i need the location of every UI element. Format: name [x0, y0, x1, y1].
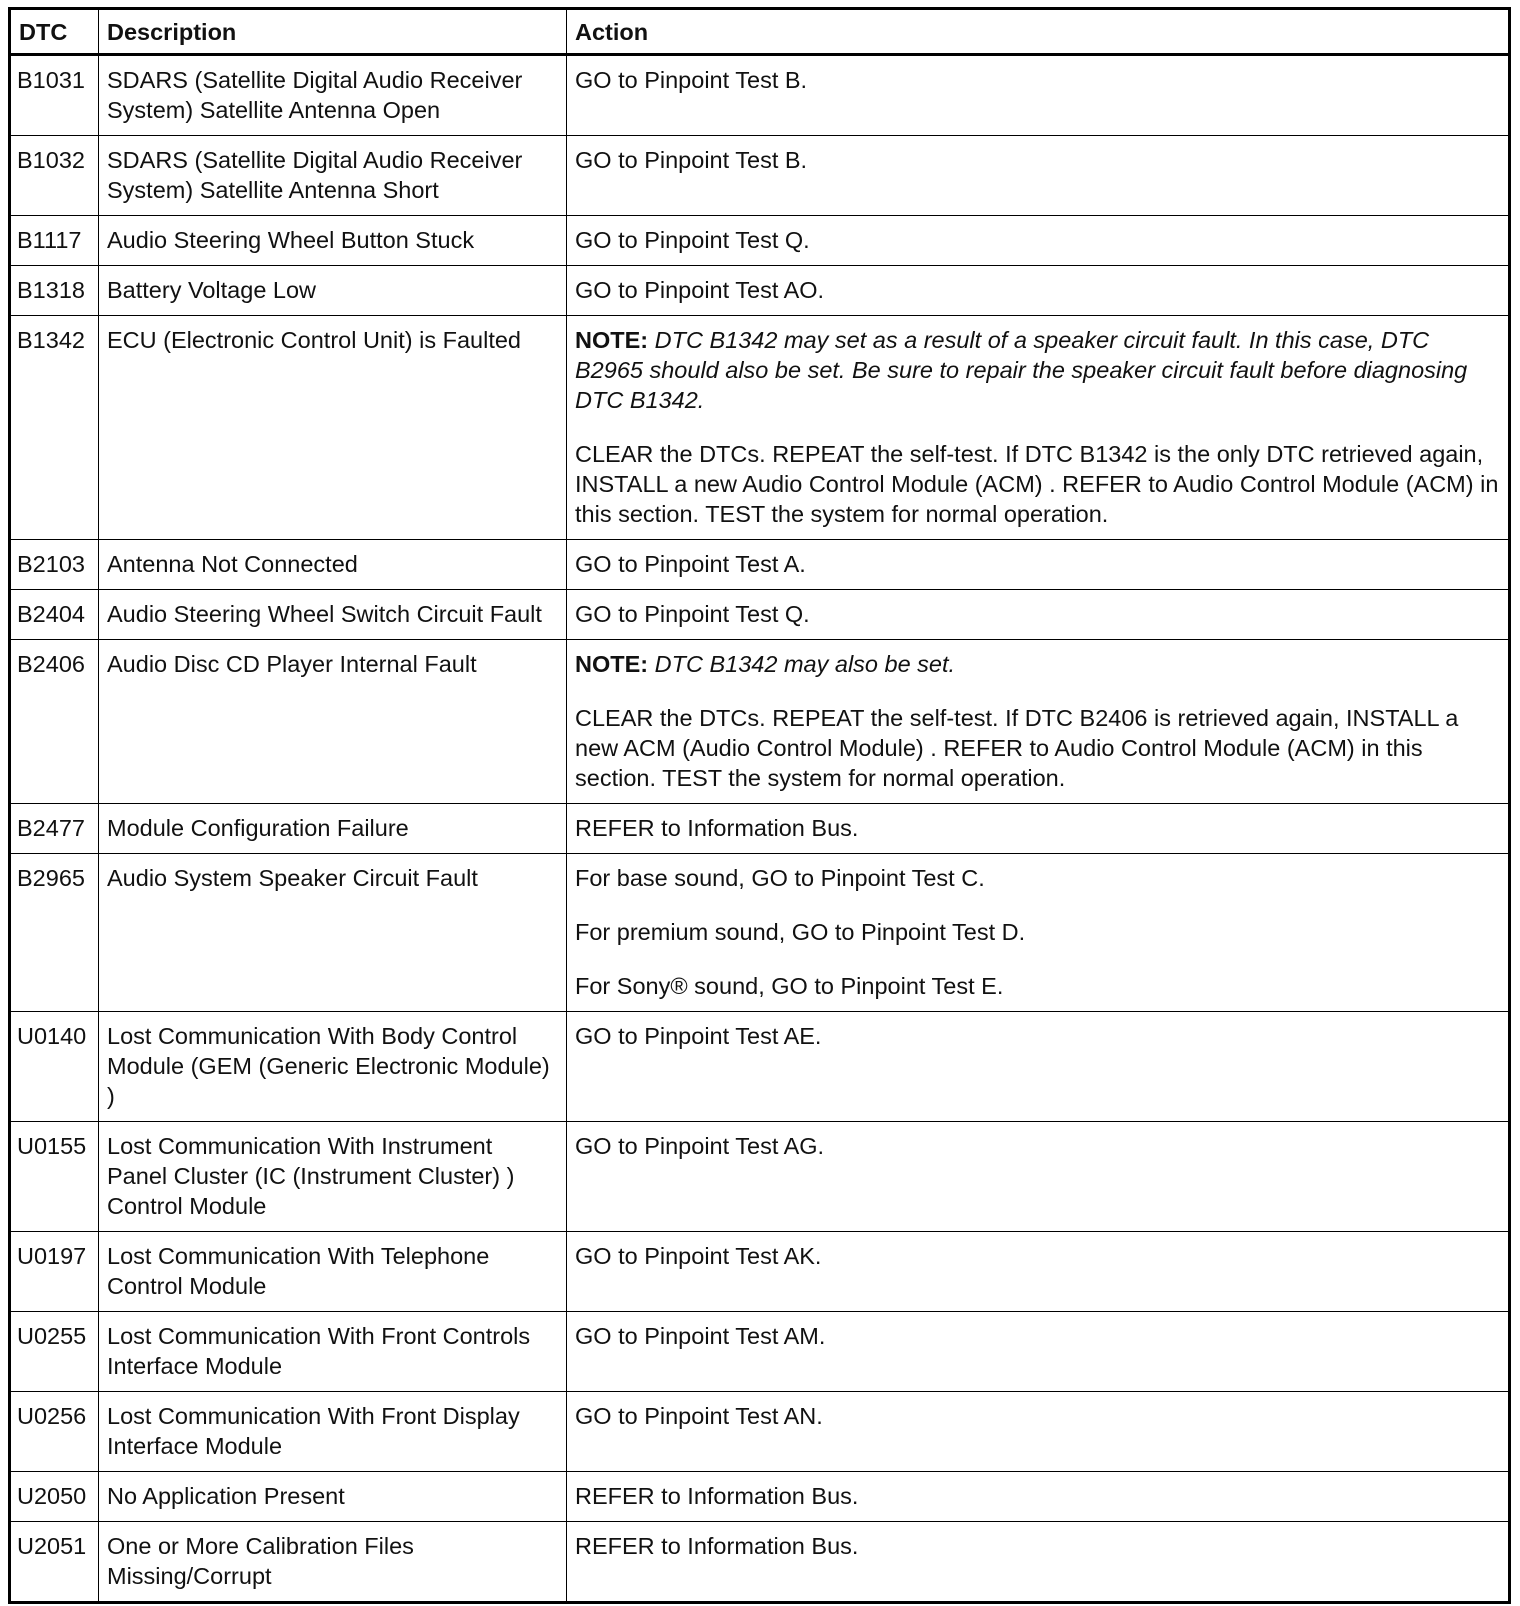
- action-paragraph: REFER to Information Bus.: [575, 1533, 859, 1559]
- note-label: NOTE:: [575, 327, 649, 353]
- description-cell: One or More Calibration Files Missing/Corrupt: [99, 1522, 567, 1603]
- action-paragraph: GO to Pinpoint Test B.: [575, 147, 808, 173]
- action-paragraph: REFER to Information Bus.: [575, 815, 859, 841]
- action-cell: [567, 640, 1510, 804]
- description-cell: Audio Steering Wheel Switch Circuit Fault: [99, 590, 567, 640]
- dtc-code-cell: U0256: [10, 1392, 99, 1472]
- dtc-code-cell: U0140: [10, 1012, 99, 1122]
- action-cell: [567, 1232, 1510, 1312]
- action-paragraph: For premium sound, GO to Pinpoint Test D.: [575, 919, 1026, 945]
- action-cell: [567, 266, 1510, 316]
- action-paragraph: REFER to Information Bus.: [575, 1483, 859, 1509]
- table-row: [10, 1522, 1510, 1603]
- description-cell: Lost Communication With Instrument Panel Cluster (IC (Instrument Cluster) ) Control Module: [99, 1122, 567, 1232]
- note-text: DTC B1342 may set as a result of a speaker circuit fault. In this case, DTC B2965 should also be set. Be sure to repair the speaker circuit fault before diagnosing DTC B1342.: [575, 327, 1468, 413]
- action-paragraph: CLEAR the DTCs. REPEAT the self-test. If DTC B2406 is retrieved again, INSTALL a new ACM (Audio Control Module) . REFER to Audio Control Module (ACM) in this section. TEST the system for normal operation.: [575, 705, 1459, 791]
- action-cell: [567, 1122, 1510, 1232]
- note-text: DTC B1342 may also be set.: [654, 651, 956, 677]
- description-cell: No Application Present: [99, 1472, 567, 1522]
- description-cell: Module Configuration Failure: [99, 804, 567, 854]
- action-cell: [567, 216, 1510, 266]
- table-row: [10, 216, 1510, 266]
- action-cell: [567, 804, 1510, 854]
- table-row: [10, 590, 1510, 640]
- description-cell: Audio Disc CD Player Internal Fault: [99, 640, 567, 804]
- action-cell: [567, 854, 1510, 1012]
- dtc-code-cell: B2406: [10, 640, 99, 804]
- action-paragraph: GO to Pinpoint Test B.: [575, 67, 808, 93]
- dtc-code-cell: B1318: [10, 266, 99, 316]
- header-description: Description: [99, 9, 567, 55]
- table-row: [10, 1392, 1510, 1472]
- table-row: [10, 854, 1510, 1012]
- table-row: [10, 1232, 1510, 1312]
- description-cell: ECU (Electronic Control Unit) is Faulted: [99, 316, 567, 540]
- action-paragraph: For Sony® sound, GO to Pinpoint Test E.: [575, 973, 1004, 999]
- dtc-code-cell: U2051: [10, 1522, 99, 1603]
- action-cell: [567, 1392, 1510, 1472]
- description-cell: Antenna Not Connected: [99, 540, 567, 590]
- dtc-code-cell: B2404: [10, 590, 99, 640]
- action-paragraph: GO to Pinpoint Test AO.: [575, 277, 825, 303]
- dtc-code-cell: U0197: [10, 1232, 99, 1312]
- dtc-code-cell: U0155: [10, 1122, 99, 1232]
- action-cell: [567, 1012, 1510, 1122]
- action-paragraph: GO to Pinpoint Test A.: [575, 551, 806, 577]
- table-row: [10, 1122, 1510, 1232]
- action-cell: [567, 1472, 1510, 1522]
- table-row: [10, 1012, 1510, 1122]
- action-cell: [567, 540, 1510, 590]
- table-row: [10, 804, 1510, 854]
- action-paragraph: For base sound, GO to Pinpoint Test C.: [575, 865, 985, 891]
- table-body: [10, 55, 1510, 1603]
- action-paragraph: GO to Pinpoint Test Q.: [575, 227, 810, 253]
- dtc-code-cell: B2965: [10, 854, 99, 1012]
- description-cell: Lost Communication With Telephone Control Module: [99, 1232, 567, 1312]
- table-row: [10, 316, 1510, 540]
- action-paragraph: GO to Pinpoint Test AM.: [575, 1323, 826, 1349]
- action-cell: [567, 1312, 1510, 1392]
- action-cell: [567, 1522, 1510, 1603]
- dtc-code-cell: B2103: [10, 540, 99, 590]
- table-row: [10, 640, 1510, 804]
- table-row: [10, 1472, 1510, 1522]
- action-paragraph: GO to Pinpoint Test AG.: [575, 1133, 825, 1159]
- action-cell: [567, 136, 1510, 216]
- action-cell: [567, 55, 1510, 136]
- description-cell: Battery Voltage Low: [99, 266, 567, 316]
- note-paragraph: [575, 649, 1500, 679]
- dtc-code-cell: B2477: [10, 804, 99, 854]
- note-paragraph: [575, 325, 1500, 415]
- action-paragraph: GO to Pinpoint Test AN.: [575, 1403, 823, 1429]
- header-dtc: DTC: [10, 9, 99, 55]
- action-paragraph: GO to Pinpoint Test Q.: [575, 601, 810, 627]
- header-action: Action: [567, 9, 1510, 55]
- description-cell: Lost Communication With Body Control Module (GEM (Generic Electronic Module) ): [99, 1012, 567, 1122]
- table-row: [10, 1312, 1510, 1392]
- dtc-code-cell: B1342: [10, 316, 99, 540]
- action-paragraph: GO to Pinpoint Test AE.: [575, 1023, 822, 1049]
- table-header-row: [10, 9, 1510, 55]
- table-row: [10, 266, 1510, 316]
- description-cell: Lost Communication With Front Display Interface Module: [99, 1392, 567, 1472]
- action-paragraph: CLEAR the DTCs. REPEAT the self-test. If DTC B1342 is the only DTC retrieved again, INSTALL a new Audio Control Module (ACM) . REFER to Audio Control Module (ACM) in this section. TEST the system for normal operation.: [575, 441, 1499, 527]
- note-label: NOTE:: [575, 651, 649, 677]
- dtc-code-cell: B1031: [10, 55, 99, 136]
- dtc-code-cell: U2050: [10, 1472, 99, 1522]
- dtc-table: [8, 7, 1511, 1604]
- description-cell: SDARS (Satellite Digital Audio Receiver System) Satellite Antenna Short: [99, 136, 567, 216]
- dtc-code-cell: U0255: [10, 1312, 99, 1392]
- action-cell: [567, 316, 1510, 540]
- dtc-code-cell: B1117: [10, 216, 99, 266]
- description-cell: SDARS (Satellite Digital Audio Receiver System) Satellite Antenna Open: [99, 55, 567, 136]
- dtc-table-container: [8, 7, 1511, 1604]
- action-paragraph: GO to Pinpoint Test AK.: [575, 1243, 822, 1269]
- table-row: [10, 540, 1510, 590]
- table-row: [10, 136, 1510, 216]
- description-cell: Lost Communication With Front Controls Interface Module: [99, 1312, 567, 1392]
- description-cell: Audio Steering Wheel Button Stuck: [99, 216, 567, 266]
- dtc-code-cell: B1032: [10, 136, 99, 216]
- description-cell: Audio System Speaker Circuit Fault: [99, 854, 567, 1012]
- action-cell: [567, 590, 1510, 640]
- table-row: [10, 55, 1510, 136]
